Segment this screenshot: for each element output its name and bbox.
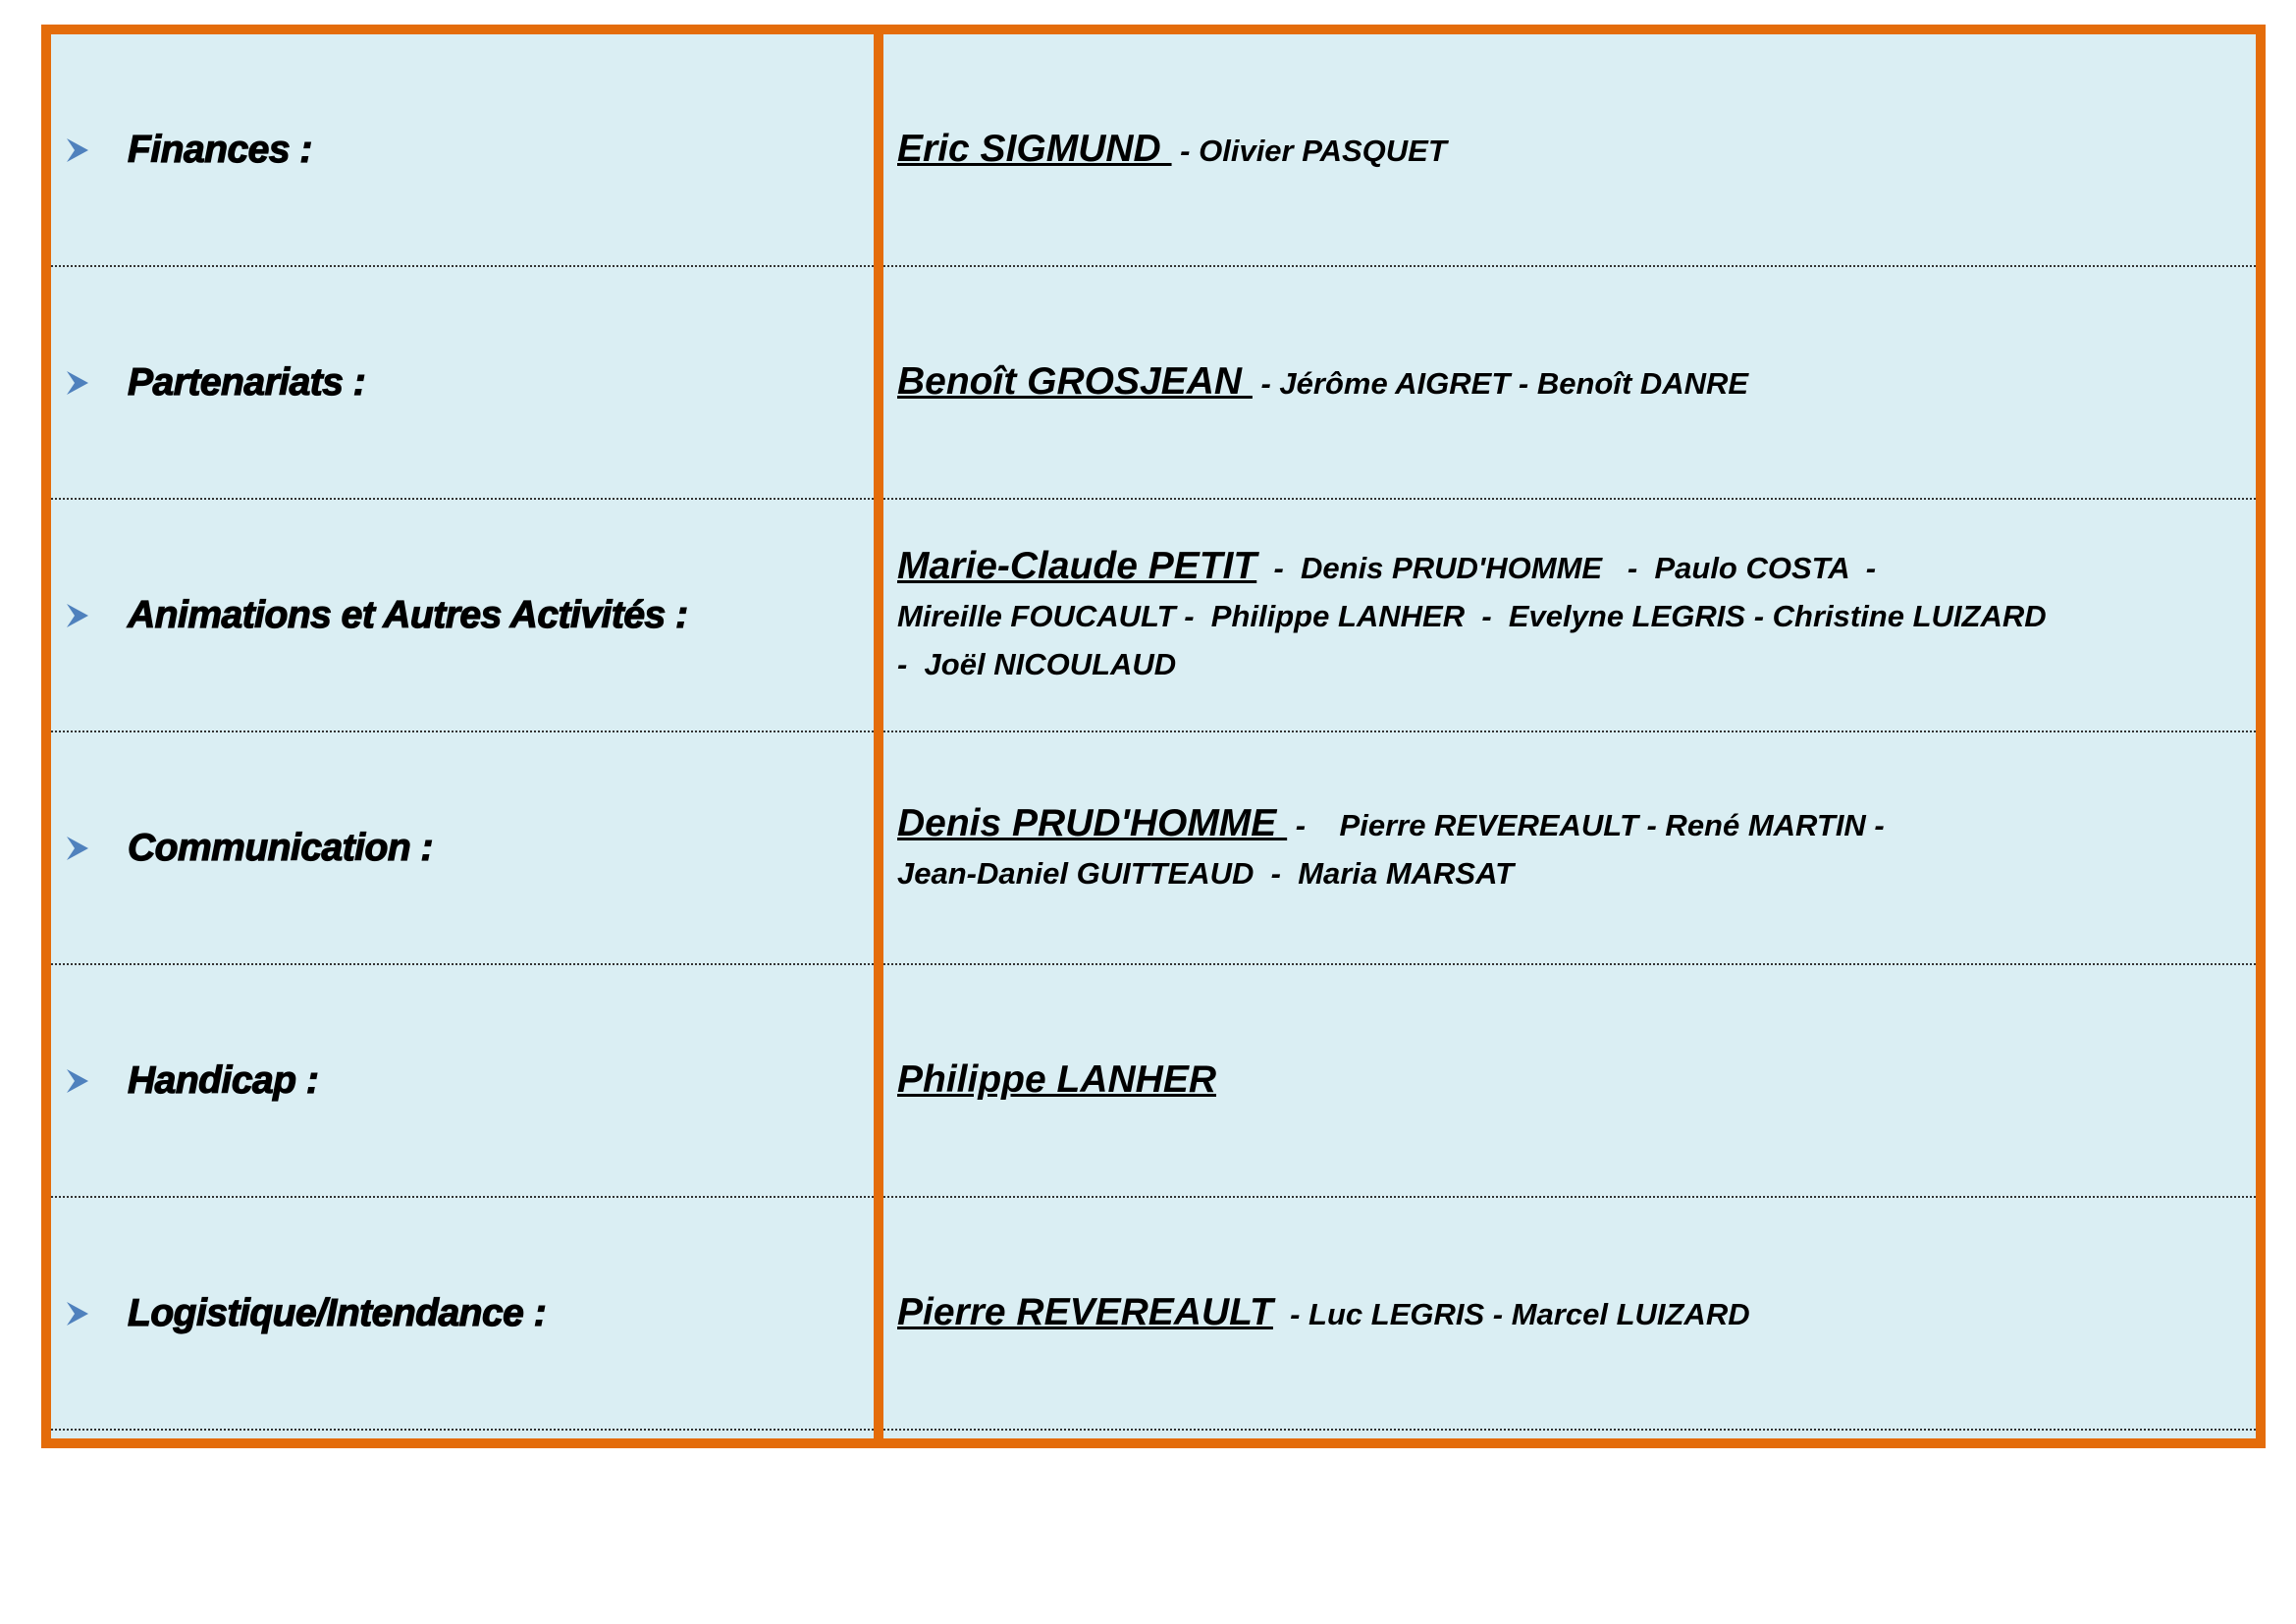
other-members-text: - Denis PRUD'HOMME - Paulo COSTA - <box>1256 551 1877 585</box>
members-list <box>897 357 1748 407</box>
other-members-text: - Olivier PASQUET <box>1171 134 1447 168</box>
category-label: Handicap : <box>128 1058 319 1102</box>
chevron-right-icon <box>61 833 92 864</box>
members-list <box>897 125 1447 175</box>
category-cell <box>51 1198 874 1429</box>
other-members-text: Mireille FOUCAULT - Philippe LANHER - Evelyne LEGRIS - Christine LUIZARD <box>897 599 2047 633</box>
members-cell <box>897 34 2236 265</box>
committee-table <box>41 25 2266 1448</box>
lead-member-name: Benoît GROSJEAN <box>897 360 1253 403</box>
chevron-right-icon <box>61 600 92 631</box>
category-label: Logistique/Intendance : <box>128 1291 547 1334</box>
other-members-text: - Luc LEGRIS - Marcel LUIZARD <box>1272 1297 1750 1331</box>
members-list <box>897 1056 1216 1106</box>
other-members-text: Jean-Daniel GUITTEAUD - Maria MARSAT <box>897 855 1515 891</box>
members-cell <box>897 1198 2236 1429</box>
chevron-right-icon <box>61 135 92 166</box>
members-cell <box>897 500 2236 731</box>
lead-member-name: Pierre REVEREAULT <box>897 1291 1273 1333</box>
lead-member-name: Denis PRUD'HOMME <box>897 801 1288 844</box>
column-divider <box>874 34 883 1438</box>
table-row <box>51 34 2256 267</box>
table-row <box>51 732 2256 965</box>
members-list <box>897 1288 1750 1338</box>
table-row <box>51 1198 2256 1431</box>
category-cell <box>51 267 874 498</box>
other-members-text: - Jérôme AIGRET - Benoît DANRE <box>1252 366 1749 401</box>
category-cell <box>51 34 874 265</box>
category-label: Animations et Autres Activités : <box>128 593 688 636</box>
other-members-text: - Pierre REVEREAULT - René MARTIN - <box>1287 807 1885 842</box>
category-label: Communication : <box>128 826 433 869</box>
chevron-right-icon <box>61 367 92 399</box>
members-cell <box>897 965 2236 1196</box>
category-cell <box>51 732 874 963</box>
members-cell <box>897 267 2236 498</box>
table-row <box>51 965 2256 1198</box>
lead-member-name: Marie-Claude PETIT <box>897 545 1257 587</box>
other-members-text: - Joël NICOULAUD <box>897 647 1177 681</box>
members-cell <box>897 732 2236 963</box>
table-row <box>51 267 2256 500</box>
table-row <box>51 500 2256 732</box>
lead-member-name: Philippe LANHER <box>897 1058 1217 1101</box>
members-list <box>897 799 1885 897</box>
members-list <box>897 542 2047 688</box>
chevron-right-icon <box>61 1065 92 1097</box>
chevron-right-icon <box>61 1298 92 1329</box>
category-label: Partenariats : <box>128 360 366 404</box>
category-cell <box>51 500 874 731</box>
category-cell <box>51 965 874 1196</box>
lead-member-name: Eric SIGMUND <box>897 128 1172 170</box>
category-label: Finances : <box>128 128 312 171</box>
